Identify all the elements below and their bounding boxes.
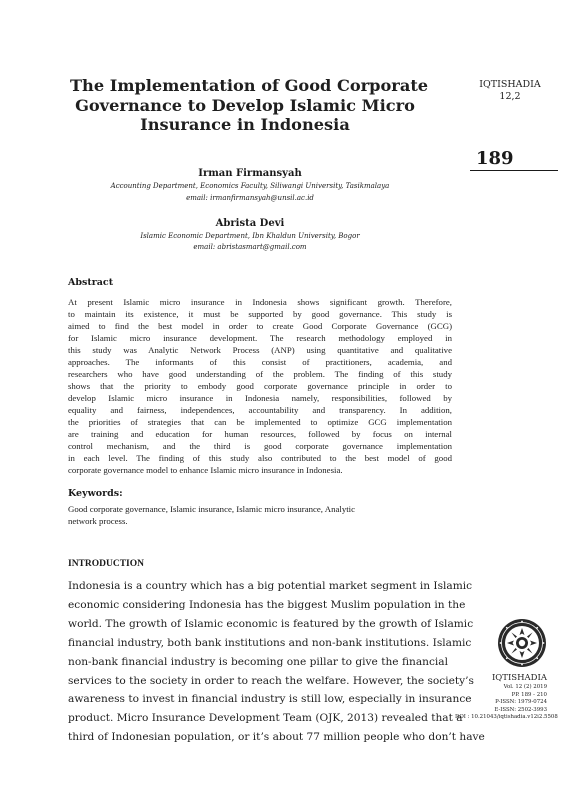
body-line: awareness to invest in financial industry is still low, especially in insurance xyxy=(68,693,472,706)
journal-info-sidebar xyxy=(455,672,558,722)
abstract-line: researchers who have good understanding of the problem. The finding of this study xyxy=(68,369,452,379)
abstract-line: develop Islamic micro insurance in Indonesia namely, responsibilities, followed by xyxy=(68,393,452,403)
sidebar-pissn: P-ISSN: 1979-0724 xyxy=(495,699,547,706)
title-line: Insurance in Indonesia xyxy=(140,115,350,134)
paper-title xyxy=(70,76,429,135)
abstract-line: this study was Analytic Network Process (ANP) using quantitative and qualitative xyxy=(68,345,452,355)
abstract-line: corporate governance model to enhance Islamic micro insurance in Indonesia. xyxy=(68,465,343,475)
sidebar-volume: Vol. 12 (2) 2019 xyxy=(503,684,547,690)
author-name: Abrista Devi xyxy=(215,218,285,229)
abstract-line: equality and fairness, independences, accountability and transparency. In addition, xyxy=(68,405,452,415)
body-line: economic considering Indonesia has the biggest Muslim population in the xyxy=(68,598,466,611)
sidebar-journal-name: IQTISHADIA xyxy=(491,673,547,683)
keywords-body xyxy=(68,503,458,527)
body-line: world. The growth of Islamic economic is featured by the growth of Islamic xyxy=(68,617,474,630)
author-name: Irman Firmansyah xyxy=(198,168,302,179)
abstract-body xyxy=(68,296,452,476)
abstract-line: aimed to find the best model in order to create Good Corporate Governance (GCG) xyxy=(68,321,452,331)
keywords-line: Good corporate governance, Islamic insurance, Islamic micro insurance, Analytic xyxy=(68,504,356,514)
title-line: Governance to Develop Islamic Micro xyxy=(75,95,415,115)
body-line: third of Indonesian population, or it’s about 77 million people who don’t have xyxy=(68,731,485,744)
author-email: email: irmanfirmansyah@unsil.ac.id xyxy=(186,194,314,202)
author-affiliation: Accounting Department, Economics Faculty, Siliwangi University, Tasikmalaya xyxy=(110,182,390,190)
abstract-heading: Abstract xyxy=(68,277,114,288)
keywords-line: network process. xyxy=(68,516,128,526)
abstract-line: At present Islamic micro insurance in Indonesia shows significant growth. Therefore, xyxy=(68,297,452,307)
author-affiliation: Islamic Economic Department, Ibn Khaldun University, Bogor xyxy=(140,232,360,240)
page-number-rule xyxy=(470,170,558,171)
body-line: non-bank financial industry is becoming one pillar to give the financial xyxy=(68,655,448,668)
page-number: 189 xyxy=(476,148,514,169)
university-seal-icon xyxy=(497,618,547,668)
journal-issue: 12,2 xyxy=(499,91,521,102)
introduction-body xyxy=(68,577,485,747)
abstract-line: in each level. The finding of this study also contributed to the best model of good xyxy=(68,453,452,463)
abstract-line: are training and education for human resources, followed by focus on internal xyxy=(68,429,452,439)
abstract-line: control mechanism, and the third is good corporate governance implementation xyxy=(68,441,452,451)
abstract-line: shows that the priority to embody good corporate governance principle in order to xyxy=(68,381,452,391)
section-heading-introduction: INTRODUCTION xyxy=(68,559,145,569)
title-line: The Implementation of Good Corporate xyxy=(70,76,429,95)
abstract-line: to maintain its existence, it must be supported by good governance. This study is xyxy=(68,309,452,319)
keywords-heading: Keywords: xyxy=(68,488,123,499)
sidebar-doi: DOI : 10.21043/iqtishadia.v12i2.5508 xyxy=(455,714,558,721)
sidebar-eissn: E-ISSN: 2502-3993 xyxy=(494,706,547,713)
abstract-line: the priorities of strategies that can be implemented to optimize GCG implementation xyxy=(68,417,452,427)
abstract-line: for Islamic micro insurance development. The research methodology employed in xyxy=(68,333,452,343)
journal-header xyxy=(470,79,550,103)
sidebar-pages: PP. 189 - 210 xyxy=(511,691,547,698)
author-email: email: abristasmart@gmail.com xyxy=(193,243,307,251)
abstract-line: approaches. The informants of this consist of practitioners, academia, and xyxy=(68,357,452,367)
body-line: financial industry, both bank institutions and non-bank institutions. Islamic xyxy=(68,636,472,649)
journal-name: IQTISHADIA xyxy=(479,79,541,90)
body-line: product. Micro Insurance Development Team (OJK, 2013) revealed that a xyxy=(68,712,463,725)
body-line: Indonesia is a country which has a big potential market segment in Islamic xyxy=(68,580,473,592)
body-line: services to the society in order to reach the welfare. However, the society’s xyxy=(68,674,474,687)
